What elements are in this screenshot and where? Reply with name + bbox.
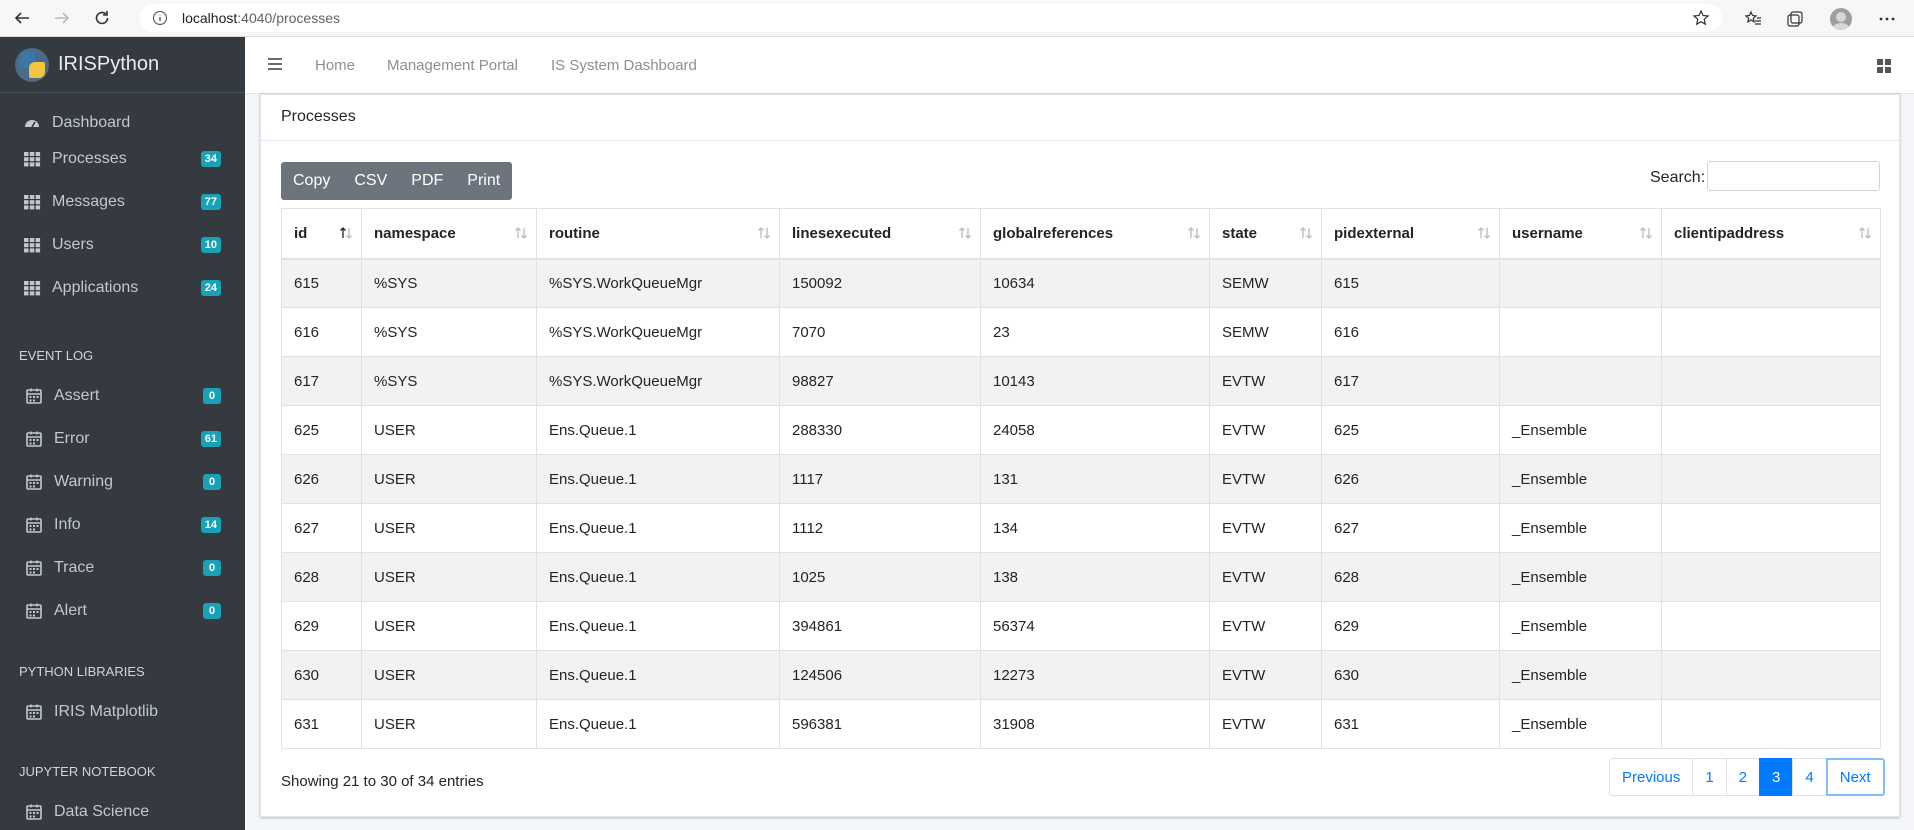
table-cell-state: EVTW — [1210, 357, 1322, 406]
table-cell-routine: Ens.Queue.1 — [537, 406, 780, 455]
sidebar-item-users[interactable] — [0, 227, 245, 263]
favorite-star-icon[interactable] — [1692, 9, 1710, 27]
nav-link-home[interactable]: Home — [315, 57, 356, 74]
table-cell-namespace: USER — [362, 406, 537, 455]
next-page-button[interactable]: Next — [1826, 758, 1885, 796]
python-libraries-header: PYTHON LIBRARIES — [19, 664, 145, 679]
more-dots-icon — [1878, 10, 1896, 28]
forward-arrow-icon — [53, 9, 71, 27]
table-cell-routine: Ens.Queue.1 — [537, 651, 780, 700]
collections-icon — [1786, 10, 1804, 28]
table-cell-state: EVTW — [1210, 553, 1322, 602]
favorites-list-icon — [1744, 10, 1762, 28]
back-button[interactable] — [4, 3, 40, 33]
sidebar-item-error[interactable] — [0, 421, 245, 457]
sidebar-item-label: Error — [54, 430, 90, 447]
table-cell-routine: %SYS.WorkQueueMgr — [537, 308, 780, 357]
table-cell-username — [1500, 357, 1662, 406]
calendar-icon — [24, 516, 44, 534]
more-menu-button[interactable] — [1874, 6, 1900, 32]
reload-icon — [93, 9, 111, 27]
count-badge: 14 — [201, 517, 221, 533]
sidebar-item-label: Users — [52, 236, 94, 253]
column-header-linesexecuted[interactable] — [780, 209, 981, 259]
sort-icon — [1299, 226, 1313, 240]
table-cell-clientipaddress — [1662, 504, 1881, 553]
table-cell-namespace: %SYS — [362, 357, 537, 406]
table-row[interactable] — [282, 357, 1881, 406]
table-cell-namespace: %SYS — [362, 308, 537, 357]
calendar-icon — [24, 602, 44, 620]
table-cell-namespace: USER — [362, 651, 537, 700]
table-cell-clientipaddress — [1662, 602, 1881, 651]
sort-icon — [1858, 226, 1872, 240]
table-cell-globalreferences: 134 — [981, 504, 1210, 553]
column-label: linesexecuted — [792, 224, 892, 242]
calendar-icon — [24, 803, 44, 821]
export-button-group — [281, 162, 512, 200]
table-row[interactable] — [282, 553, 1881, 602]
sort-icon — [1187, 226, 1201, 240]
column-header-pidexternal[interactable] — [1322, 209, 1500, 259]
table-cell-pidexternal: 631 — [1322, 700, 1500, 749]
table-cell-linesexecuted: 394861 — [780, 602, 981, 651]
sort-icon — [514, 226, 528, 240]
column-header-clientipaddress[interactable] — [1662, 209, 1881, 259]
count-badge: 77 — [201, 194, 221, 210]
table-row[interactable] — [282, 259, 1881, 308]
sidebar-item-label: Applications — [52, 279, 139, 296]
column-label: clientipaddress — [1674, 224, 1785, 242]
table-cell-state: EVTW — [1210, 651, 1322, 700]
column-label: globalreferences — [993, 224, 1114, 242]
count-badge: 34 — [201, 151, 221, 167]
brand-link[interactable] — [0, 37, 245, 93]
table-cell-globalreferences: 56374 — [981, 602, 1210, 651]
column-label: state — [1222, 224, 1258, 242]
count-badge: 10 — [201, 237, 221, 253]
table-cell-globalreferences: 10634 — [981, 259, 1210, 308]
column-header-state[interactable] — [1210, 209, 1322, 259]
table-cell-state: EVTW — [1210, 504, 1322, 553]
table-row[interactable] — [282, 700, 1881, 749]
copy-button[interactable]: Copy — [293, 172, 331, 189]
column-label: id — [294, 224, 308, 242]
sidebar-item-label: Processes — [52, 150, 127, 167]
table-cell-linesexecuted: 1117 — [780, 455, 981, 504]
table-cell-clientipaddress — [1662, 700, 1881, 749]
back-arrow-icon — [13, 9, 31, 27]
sort-icon — [1477, 226, 1491, 240]
search-input[interactable] — [1707, 161, 1880, 191]
table-cell-id: 628 — [282, 553, 362, 602]
table-header-row — [282, 209, 1881, 259]
grid-icon — [22, 150, 42, 168]
table-cell-routine: Ens.Queue.1 — [537, 455, 780, 504]
page-button-1[interactable]: 1 — [1692, 758, 1726, 796]
table-cell-pidexternal: 616 — [1322, 308, 1500, 357]
table-cell-username: _Ensemble — [1500, 651, 1662, 700]
table-cell-clientipaddress — [1662, 406, 1881, 455]
table-cell-state: EVTW — [1210, 406, 1322, 455]
pagination — [1610, 758, 1885, 796]
table-row[interactable] — [282, 308, 1881, 357]
column-header-globalreferences[interactable] — [981, 209, 1210, 259]
column-header-namespace[interactable] — [362, 209, 537, 259]
table-cell-globalreferences: 31908 — [981, 700, 1210, 749]
search-label: Search: — [1650, 169, 1706, 186]
table-cell-linesexecuted: 1025 — [780, 553, 981, 602]
table-cell-clientipaddress — [1662, 455, 1881, 504]
table-row[interactable] — [282, 651, 1881, 700]
sidebar-item-alert[interactable] — [0, 593, 245, 629]
table-cell-pidexternal: 627 — [1322, 504, 1500, 553]
calendar-icon — [24, 703, 44, 721]
url-host: localhost — [182, 10, 238, 26]
sort-icon — [958, 226, 972, 240]
calendar-icon — [24, 387, 44, 405]
reload-button[interactable] — [84, 3, 120, 33]
processes-table — [281, 208, 1881, 749]
table-cell-clientipaddress — [1662, 651, 1881, 700]
table-cell-globalreferences: 23 — [981, 308, 1210, 357]
table-cell-linesexecuted: 124506 — [780, 651, 981, 700]
table-cell-username: _Ensemble — [1500, 602, 1662, 651]
table-cell-username — [1500, 308, 1662, 357]
table-cell-id: 627 — [282, 504, 362, 553]
sort-icon — [757, 226, 771, 240]
top-navbar — [245, 37, 1914, 94]
sidebar-item-label: Warning — [54, 473, 113, 490]
column-label: username — [1512, 224, 1583, 242]
table-cell-username: _Ensemble — [1500, 406, 1662, 455]
table-cell-id: 615 — [282, 259, 362, 308]
sidebar-item-label: Messages — [52, 193, 125, 210]
sidebar-item-messages[interactable] — [0, 184, 245, 220]
table-cell-namespace: USER — [362, 602, 537, 651]
count-badge: 24 — [201, 280, 221, 296]
table-cell-id: 616 — [282, 308, 362, 357]
table-cell-clientipaddress — [1662, 553, 1881, 602]
profile-avatar-icon — [1830, 8, 1852, 30]
table-cell-linesexecuted: 150092 — [780, 259, 981, 308]
hamburger-menu-icon[interactable] — [267, 56, 283, 72]
sidebar-item-label: Dashboard — [52, 114, 131, 131]
table-cell-clientipaddress — [1662, 259, 1881, 308]
sidebar-item-applications[interactable] — [0, 270, 245, 306]
collections-button[interactable] — [1782, 6, 1808, 32]
table-body — [282, 259, 1881, 749]
count-badge: 0 — [203, 560, 221, 576]
table-cell-id: 631 — [282, 700, 362, 749]
column-label: routine — [549, 224, 600, 242]
sort-icon — [1639, 226, 1653, 240]
sidebar-item-label: Trace — [54, 559, 95, 576]
table-row[interactable] — [282, 406, 1881, 455]
url-text — [182, 10, 340, 26]
table-cell-routine: Ens.Queue.1 — [537, 700, 780, 749]
table-cell-username: _Ensemble — [1500, 553, 1662, 602]
calendar-icon — [24, 473, 44, 491]
count-badge: 0 — [203, 603, 221, 619]
dashboard-icon — [22, 114, 42, 132]
table-cell-pidexternal: 628 — [1322, 553, 1500, 602]
sidebar-item-label: Assert — [54, 387, 100, 404]
table-cell-routine: %SYS.WorkQueueMgr — [537, 259, 780, 308]
info-icon — [152, 10, 168, 26]
browser-toolbar — [0, 0, 1914, 37]
sidebar-item-label: Alert — [54, 602, 87, 619]
table-cell-routine: %SYS.WorkQueueMgr — [537, 357, 780, 406]
table-cell-id: 630 — [282, 651, 362, 700]
table-cell-state: SEMW — [1210, 259, 1322, 308]
page-button-4[interactable]: 4 — [1792, 758, 1826, 796]
table-cell-clientipaddress — [1662, 357, 1881, 406]
table-cell-pidexternal: 626 — [1322, 455, 1500, 504]
table-cell-username — [1500, 259, 1662, 308]
table-cell-routine: Ens.Queue.1 — [537, 504, 780, 553]
calendar-icon — [24, 430, 44, 448]
address-bar[interactable] — [140, 4, 1722, 32]
sidebar-item-iris-matplotlib[interactable] — [0, 694, 245, 730]
url-path: :4040/processes — [237, 10, 340, 26]
table-cell-pidexternal: 630 — [1322, 651, 1500, 700]
column-header-routine[interactable] — [537, 209, 780, 259]
table-cell-linesexecuted: 1112 — [780, 504, 981, 553]
profile-button[interactable] — [1828, 6, 1854, 32]
table-cell-state: EVTW — [1210, 700, 1322, 749]
sidebar-item-processes[interactable] — [0, 141, 245, 177]
sidebar-item-label: IRIS Matplotlib — [54, 703, 159, 720]
apps-grid-icon[interactable] — [1876, 58, 1892, 74]
table-cell-routine: Ens.Queue.1 — [537, 602, 780, 651]
nav-link-management-portal[interactable]: Management Portal — [387, 57, 518, 74]
count-badge: 0 — [203, 388, 221, 404]
table-cell-globalreferences: 24058 — [981, 406, 1210, 455]
table-row[interactable] — [282, 455, 1881, 504]
table-cell-pidexternal: 629 — [1322, 602, 1500, 651]
table-cell-namespace: %SYS — [362, 259, 537, 308]
table-cell-globalreferences: 12273 — [981, 651, 1210, 700]
count-badge: 0 — [203, 474, 221, 490]
sidebar-item-info[interactable] — [0, 507, 245, 543]
event-log-header: EVENT LOG — [19, 348, 94, 363]
previous-page-button[interactable]: Previous — [1609, 758, 1693, 796]
grid-icon — [22, 193, 42, 211]
processes-card — [260, 94, 1900, 817]
nav-link-is-system-dashboard[interactable]: IS System Dashboard — [551, 57, 697, 74]
table-cell-namespace: USER — [362, 700, 537, 749]
jupyter-notebook-header: JUPYTER NOTEBOOK — [19, 764, 156, 779]
table-cell-linesexecuted: 596381 — [780, 700, 981, 749]
brand-title: IRISPython — [58, 53, 160, 75]
favorites-button[interactable] — [1740, 6, 1766, 32]
table-cell-globalreferences: 138 — [981, 553, 1210, 602]
column-label: namespace — [374, 224, 456, 242]
table-cell-id: 617 — [282, 357, 362, 406]
sidebar-item-label: Info — [54, 516, 81, 533]
table-cell-routine: Ens.Queue.1 — [537, 553, 780, 602]
page-button-2[interactable]: 2 — [1726, 758, 1760, 796]
table-cell-linesexecuted: 98827 — [780, 357, 981, 406]
table-cell-clientipaddress — [1662, 308, 1881, 357]
sort-ascending-icon — [339, 226, 353, 240]
grid-icon — [22, 236, 42, 254]
table-info: Showing 21 to 30 of 34 entries — [281, 773, 484, 790]
table-cell-globalreferences: 10143 — [981, 357, 1210, 406]
table-cell-id: 629 — [282, 602, 362, 651]
print-button[interactable]: Print — [467, 172, 501, 189]
sidebar-item-warning[interactable] — [0, 464, 245, 500]
table-cell-state: SEMW — [1210, 308, 1322, 357]
table-cell-username: _Ensemble — [1500, 455, 1662, 504]
sidebar-item-dashboard[interactable] — [0, 105, 245, 141]
table-row[interactable] — [282, 602, 1881, 651]
card-title: Processes — [261, 95, 1899, 141]
csv-button[interactable]: CSV — [354, 172, 388, 189]
sidebar — [0, 37, 245, 830]
column-header-username[interactable] — [1500, 209, 1662, 259]
table-cell-state: EVTW — [1210, 602, 1322, 651]
table-cell-linesexecuted: 288330 — [780, 406, 981, 455]
table-cell-linesexecuted: 7070 — [780, 308, 981, 357]
pdf-button[interactable]: PDF — [411, 172, 444, 189]
grid-icon — [22, 279, 42, 297]
table-cell-globalreferences: 131 — [981, 455, 1210, 504]
table-cell-pidexternal: 617 — [1322, 357, 1500, 406]
column-header-id[interactable] — [282, 209, 362, 259]
sidebar-item-label: Data Science — [54, 803, 150, 820]
table-cell-pidexternal: 615 — [1322, 259, 1500, 308]
table-row[interactable] — [282, 504, 1881, 553]
calendar-icon — [24, 559, 44, 577]
count-badge: 61 — [201, 431, 221, 447]
table-cell-namespace: USER — [362, 504, 537, 553]
sidebar-item-data-science[interactable] — [0, 794, 245, 830]
table-cell-state: EVTW — [1210, 455, 1322, 504]
column-label: pidexternal — [1334, 224, 1415, 242]
sidebar-item-assert[interactable] — [0, 378, 245, 414]
table-cell-username: _Ensemble — [1500, 700, 1662, 749]
table-cell-id: 626 — [282, 455, 362, 504]
python-logo-icon — [15, 48, 49, 82]
table-cell-namespace: USER — [362, 455, 537, 504]
forward-button[interactable] — [44, 3, 80, 33]
page-button-3[interactable]: 3 — [1759, 758, 1793, 796]
table-cell-username: _Ensemble — [1500, 504, 1662, 553]
table-cell-namespace: USER — [362, 553, 537, 602]
sidebar-item-trace[interactable] — [0, 550, 245, 586]
table-cell-pidexternal: 625 — [1322, 406, 1500, 455]
table-cell-id: 625 — [282, 406, 362, 455]
